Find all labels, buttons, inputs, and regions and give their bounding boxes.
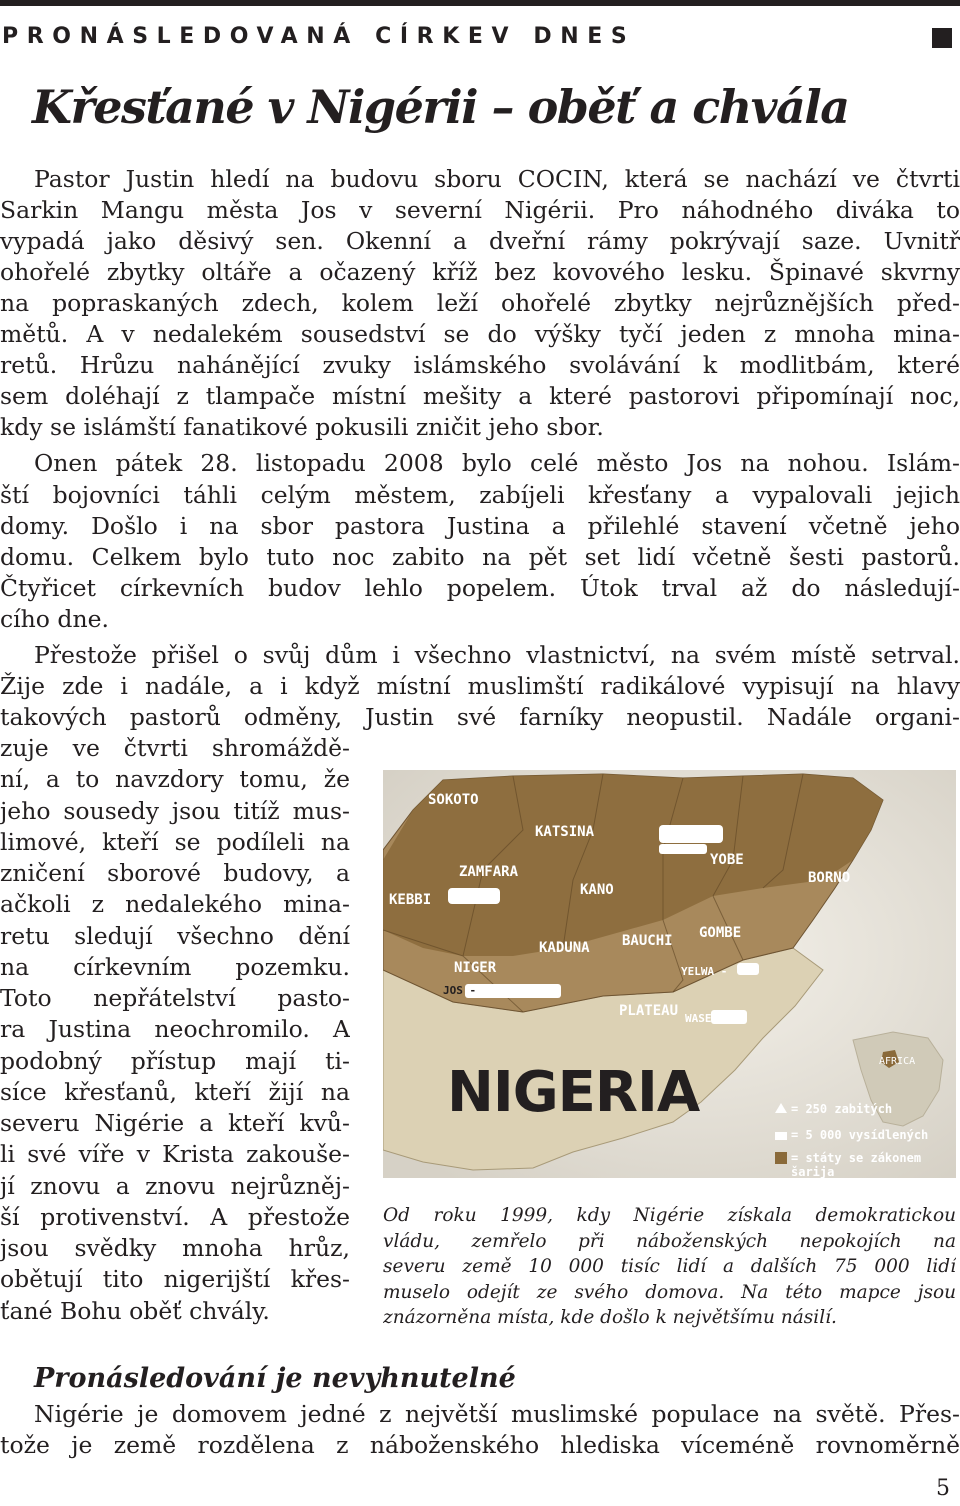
text-line: Onen pátek 28. listopadu 2008 bylo celé město Jos na nohou. Islám- [34,449,960,477]
state-label-yobe: YOBE [710,852,744,868]
text-line: retů. Hrůzu nahánějící zvuky islámského svolávání k modlitbám, které [0,351,960,379]
state-label-bauchi: BAUCHI [622,933,673,949]
text-line: ští bojovníci táhli celým městem, zabíjeli křesťany a vypalovali jejich [0,481,960,509]
text-line: Sarkin Mangu města Jos v severní Nigérii. Pro náhodného diváka to [0,196,960,224]
caption-line: severu země 10 000 tisíc lidí a dalších 75 000 lidí [383,1256,956,1278]
text-line: jsou svědky mnoha hrůz, [0,1234,350,1262]
state-label-kano: KANO [580,882,614,898]
header-rule [0,0,960,6]
page-number: 5 [936,1476,950,1501]
text-line: Čtyřicet církevních budov lehlo popelem. Útok trval až do následují- [0,574,960,602]
text-line: retu sledují všechno dění [0,922,350,950]
legend-killed: = 250 zabitých [791,1102,893,1116]
text-line: jeho sousedy jsou titíž mus- [0,797,350,825]
text-line: na církevním pozemku. [0,953,350,981]
text-line: ní, a to navzdory tomu, že [0,765,350,793]
text-line: Žije zde i nadále, a i když místní muslimští radikálové vypisují na hlavy [0,672,960,700]
state-label-kaduna: KADUNA [539,940,590,956]
text-line: tože je země rozdělena z náboženského hlediska víceméně rovnoměrně [0,1431,960,1459]
text-line: obětují tito nigerijští křes- [0,1265,350,1293]
city-label-jos: JOS - [443,984,477,997]
legend-displaced: = 5 000 vysídlených [791,1128,929,1142]
text-line: kdy se islámští fanatikové pokusili zničit jeho sbor. [0,413,604,441]
caption-line: vládu, zemřelo při náboženských nepokojích na [383,1230,956,1252]
text-line: takových pastorů odměny, Justin své farníky neopustil. Nadále organi- [0,703,960,731]
text-line: domu. Celkem bylo tuto noc zabito na pět set lidí včetně šesti pastorů. [0,543,960,571]
text-line: sem doléhají z tlampače místní mešity a které pastorovi připomínají noc, [0,382,960,410]
text-line: síce křesťanů, kteří žijí na [0,1078,350,1106]
map-caption [383,1203,956,1331]
text-line: podobný přístup mají ti- [0,1047,350,1075]
text-line: Nigérie je domovem jedné z největší muslimské populace na světě. Přes- [34,1400,960,1428]
caption-line: Od roku 1999, kdy Nigérie získala demokratickou [383,1205,956,1226]
text-line: mětů. A v nedalekém sousedství se do výšky tyčí jeden z mnoha mina- [0,320,960,348]
text-line: ohořelé zbytky oltáře a očazený kříž bez kovového lesku. Špinavé skvrny [0,258,960,286]
section-header: PRONÁSLEDOVANÁ CÍRKEV DNES [2,24,636,49]
text-line: ší protivenství. A přestože [0,1203,350,1231]
text-line: severu Nigérie a kteří kvů- [0,1109,350,1137]
text-line: ra Justina neochromilo. A [0,1015,350,1043]
inset-label-africa: AFRICA [879,1056,916,1067]
nigeria-map [383,770,956,1178]
state-label-plateau: PLATEAU [619,1003,679,1019]
caption-line: znázorněna místa, kde došlo k největšímu násilí. [383,1307,837,1329]
city-label-wase: WASE - [685,1012,725,1025]
text-line: zničení sborové budovy, a [0,859,350,887]
text-line: domy. Došlo i na sbor pastora Justina a přilehlé stavení včetně jeho [0,512,960,540]
text-line: na popraskaných zdech, kolem leží ohořelé zbytky nejrůznějších před- [0,289,960,317]
text-line: ačkoli z nedalekého mina- [0,890,350,918]
text-line: cího dne. [0,605,109,633]
map-labels [383,770,956,1178]
text-line: vypadá jako děsivý sen. Okenní a dveřní rámy pokrývají saze. Uvnitř [0,227,960,255]
text-line: Toto nepřátelství pasto- [0,984,350,1012]
text-line: ťané Bohu oběť chvály. [0,1297,270,1325]
header-square [932,28,952,48]
map-title: NIGERIA [447,1060,700,1125]
text-line: limové, kteří se podíleli na [0,828,350,856]
state-label-borno: BORNO [808,870,851,886]
state-label-katsina: KATSINA [535,824,595,840]
state-label-zamfara: ZAMFARA [459,864,519,880]
state-label-kebbi: KEBBI [389,892,432,908]
article-title: Křesťané v Nigérii – oběť a chvála [32,80,849,134]
subheading: Pronásledování je nevyhnutelné [34,1363,516,1394]
text-line: Přestože přišel o svůj dům i všechno vlastnictví, na svém místě setrval. [34,641,960,669]
text-line: Pastor Justin hledí na budovu sboru COCIN, která se nachází ve čtvrti [34,165,960,193]
city-label-yelwa: YELWA - [681,965,728,978]
text-line: jí znovu a znovu nejrůzněj- [0,1172,350,1200]
legend-sharia: = státy se zákonem šarija [791,1151,922,1178]
caption-line: muselo odejít ze svého domova. Na této mapce jsou [383,1281,956,1303]
text-line: li své víře v Krista zakouše- [0,1140,350,1168]
text-line: zuje ve čtvrti shromáždě- [0,734,350,762]
state-label-niger: NIGER [454,960,497,976]
state-label-sokoto: SOKOTO [428,792,479,808]
state-label-gombe: GOMBE [699,925,742,941]
